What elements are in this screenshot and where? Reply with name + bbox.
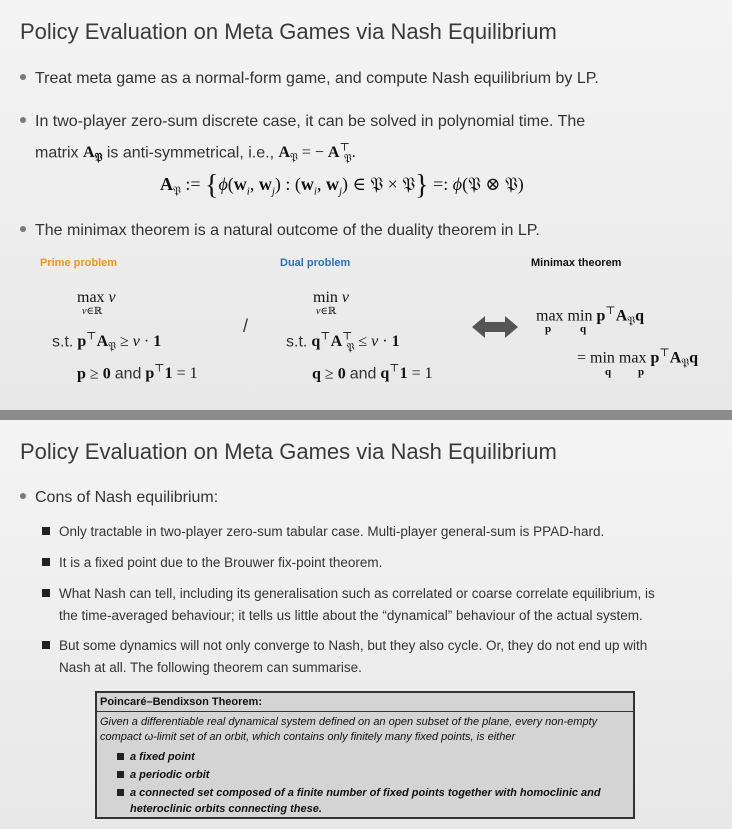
- square-bullet-icon: [42, 641, 50, 649]
- slide-1-bullet-1: Treat meta game as a normal-form game, and compute Nash equilibrium by LP.: [20, 67, 599, 91]
- theorem-item-2: a periodic orbit: [97, 767, 633, 783]
- bullet-dot-icon: [20, 74, 26, 80]
- dual-problem-label: Dual problem: [280, 257, 351, 269]
- sub-bullet-1: Only tractable in two-player zero-sum tabular case. Multi-player general-sum is PPAD-hard.: [42, 521, 604, 543]
- dual-constraint-1: s.t. $q^⊤A^⊤_𝔓 \le v \cdot 1$: [286, 331, 400, 354]
- square-bullet-icon: [42, 558, 50, 566]
- slide-2-title: Policy Evaluation on Meta Games via Nash Equilibrium: [20, 439, 557, 464]
- bullet-dot-icon: [20, 226, 26, 232]
- square-bullet-icon: [42, 527, 50, 535]
- minimax-line-1-sub-q: q: [580, 323, 587, 335]
- prime-constraint-1: s.t. $p^⊤A_𝔓 \ge v \cdot 1$: [52, 331, 162, 354]
- slide-1-bullet-2: In two-player zero-sum discrete case, it can be solved in polynomial time. The: [20, 110, 585, 134]
- theorem-item-3: a connected set composed of a finite number of fixed points together with homoclinic and heteroclinic orbits connecting these.: [97, 785, 633, 817]
- separator-slash: /: [243, 316, 249, 336]
- theorem-body: Given a differentiable real dynamical system defined on an open subset of the plane, every non-empty compact ω-limit set of an orbit, which contains only finitely many fixed points, is either: [100, 716, 598, 743]
- minimax-line-1-sub-p: p: [545, 323, 552, 335]
- double-arrow-icon: [472, 315, 518, 339]
- dual-objective: min v: [313, 289, 349, 306]
- square-bullet-icon: [42, 589, 50, 597]
- dual-objective-domain: v∈ℝ: [316, 306, 337, 317]
- theorem-title: Poincaré–Bendixson Theorem:: [97, 693, 633, 712]
- prime-constraint-2: p ≥ 0 and p⊤1 = 1: [77, 363, 198, 383]
- slide-1-bullet-2-line-2: matrix $A_𝔓$ is anti-symmetrical, i.e., $A_𝔓$ = − $A^⊤_𝔓$.: [35, 142, 356, 165]
- bullet-dot-icon: [20, 117, 26, 123]
- minimax-theorem-label: Minimax theorem: [531, 257, 622, 269]
- minimax-line-2: = $\min \max p^⊤A_𝔓q$: [577, 347, 699, 370]
- prime-objective-domain: v∈ℝ: [82, 306, 103, 317]
- theorem-box: [95, 691, 635, 819]
- sub-bullet-3: What Nash can tell, including its generalisation such as correlated or coarse correlate equilibrium, is the time-averaged behaviour; it tells us little about the “dynamical” behaviour of the actual system.: [42, 583, 655, 627]
- slide-1: [0, 0, 732, 410]
- theorem-item-1: a fixed point: [97, 749, 633, 765]
- minimax-line-2-sub-p: p: [638, 366, 645, 378]
- slide-1-title: Policy Evaluation on Meta Games via Nash Equilibrium: [20, 19, 557, 44]
- dual-constraint-2: q ≥ 0 and q⊤1 = 1: [312, 363, 433, 383]
- slide-divider: [0, 410, 732, 420]
- math-a-p: $A_𝔓$: [83, 144, 103, 165]
- sub-bullet-4: But some dynamics will not only converge to Nash, but they also cycle. Or, they do not end up with Nash at all. The following theorem can summarise.: [42, 635, 647, 679]
- prime-problem-label: Prime problem: [40, 257, 118, 269]
- bullet-dot-icon: [20, 493, 26, 499]
- sub-bullet-2: It is a fixed point due to the Brouwer fix-point theorem.: [42, 552, 382, 574]
- square-bullet-icon: [117, 753, 124, 760]
- slide-2-bullet-1: Cons of Nash equilibrium:: [20, 486, 218, 510]
- minimax-line-1: $\max \min p^⊤A_𝔓q$: [536, 305, 645, 328]
- math-antisym: $A_𝔓$ = − $A^⊤_𝔓$.: [278, 142, 356, 165]
- square-bullet-icon: [117, 789, 124, 796]
- square-bullet-icon: [117, 771, 124, 778]
- slide-1-bullet-3: The minimax theorem is a natural outcome of the duality theorem in LP.: [20, 219, 540, 243]
- equation-a-p-definition: $A_𝔓$ := {$\phi(w_i$, $w_j$) : ($w_i$, $w_j$) ∈ 𝔓 × 𝔓} =: ϕ(𝔓 ⊗ 𝔓): [160, 170, 524, 201]
- minimax-line-2-sub-q: q: [605, 366, 612, 378]
- prime-objective: max v: [77, 289, 116, 306]
